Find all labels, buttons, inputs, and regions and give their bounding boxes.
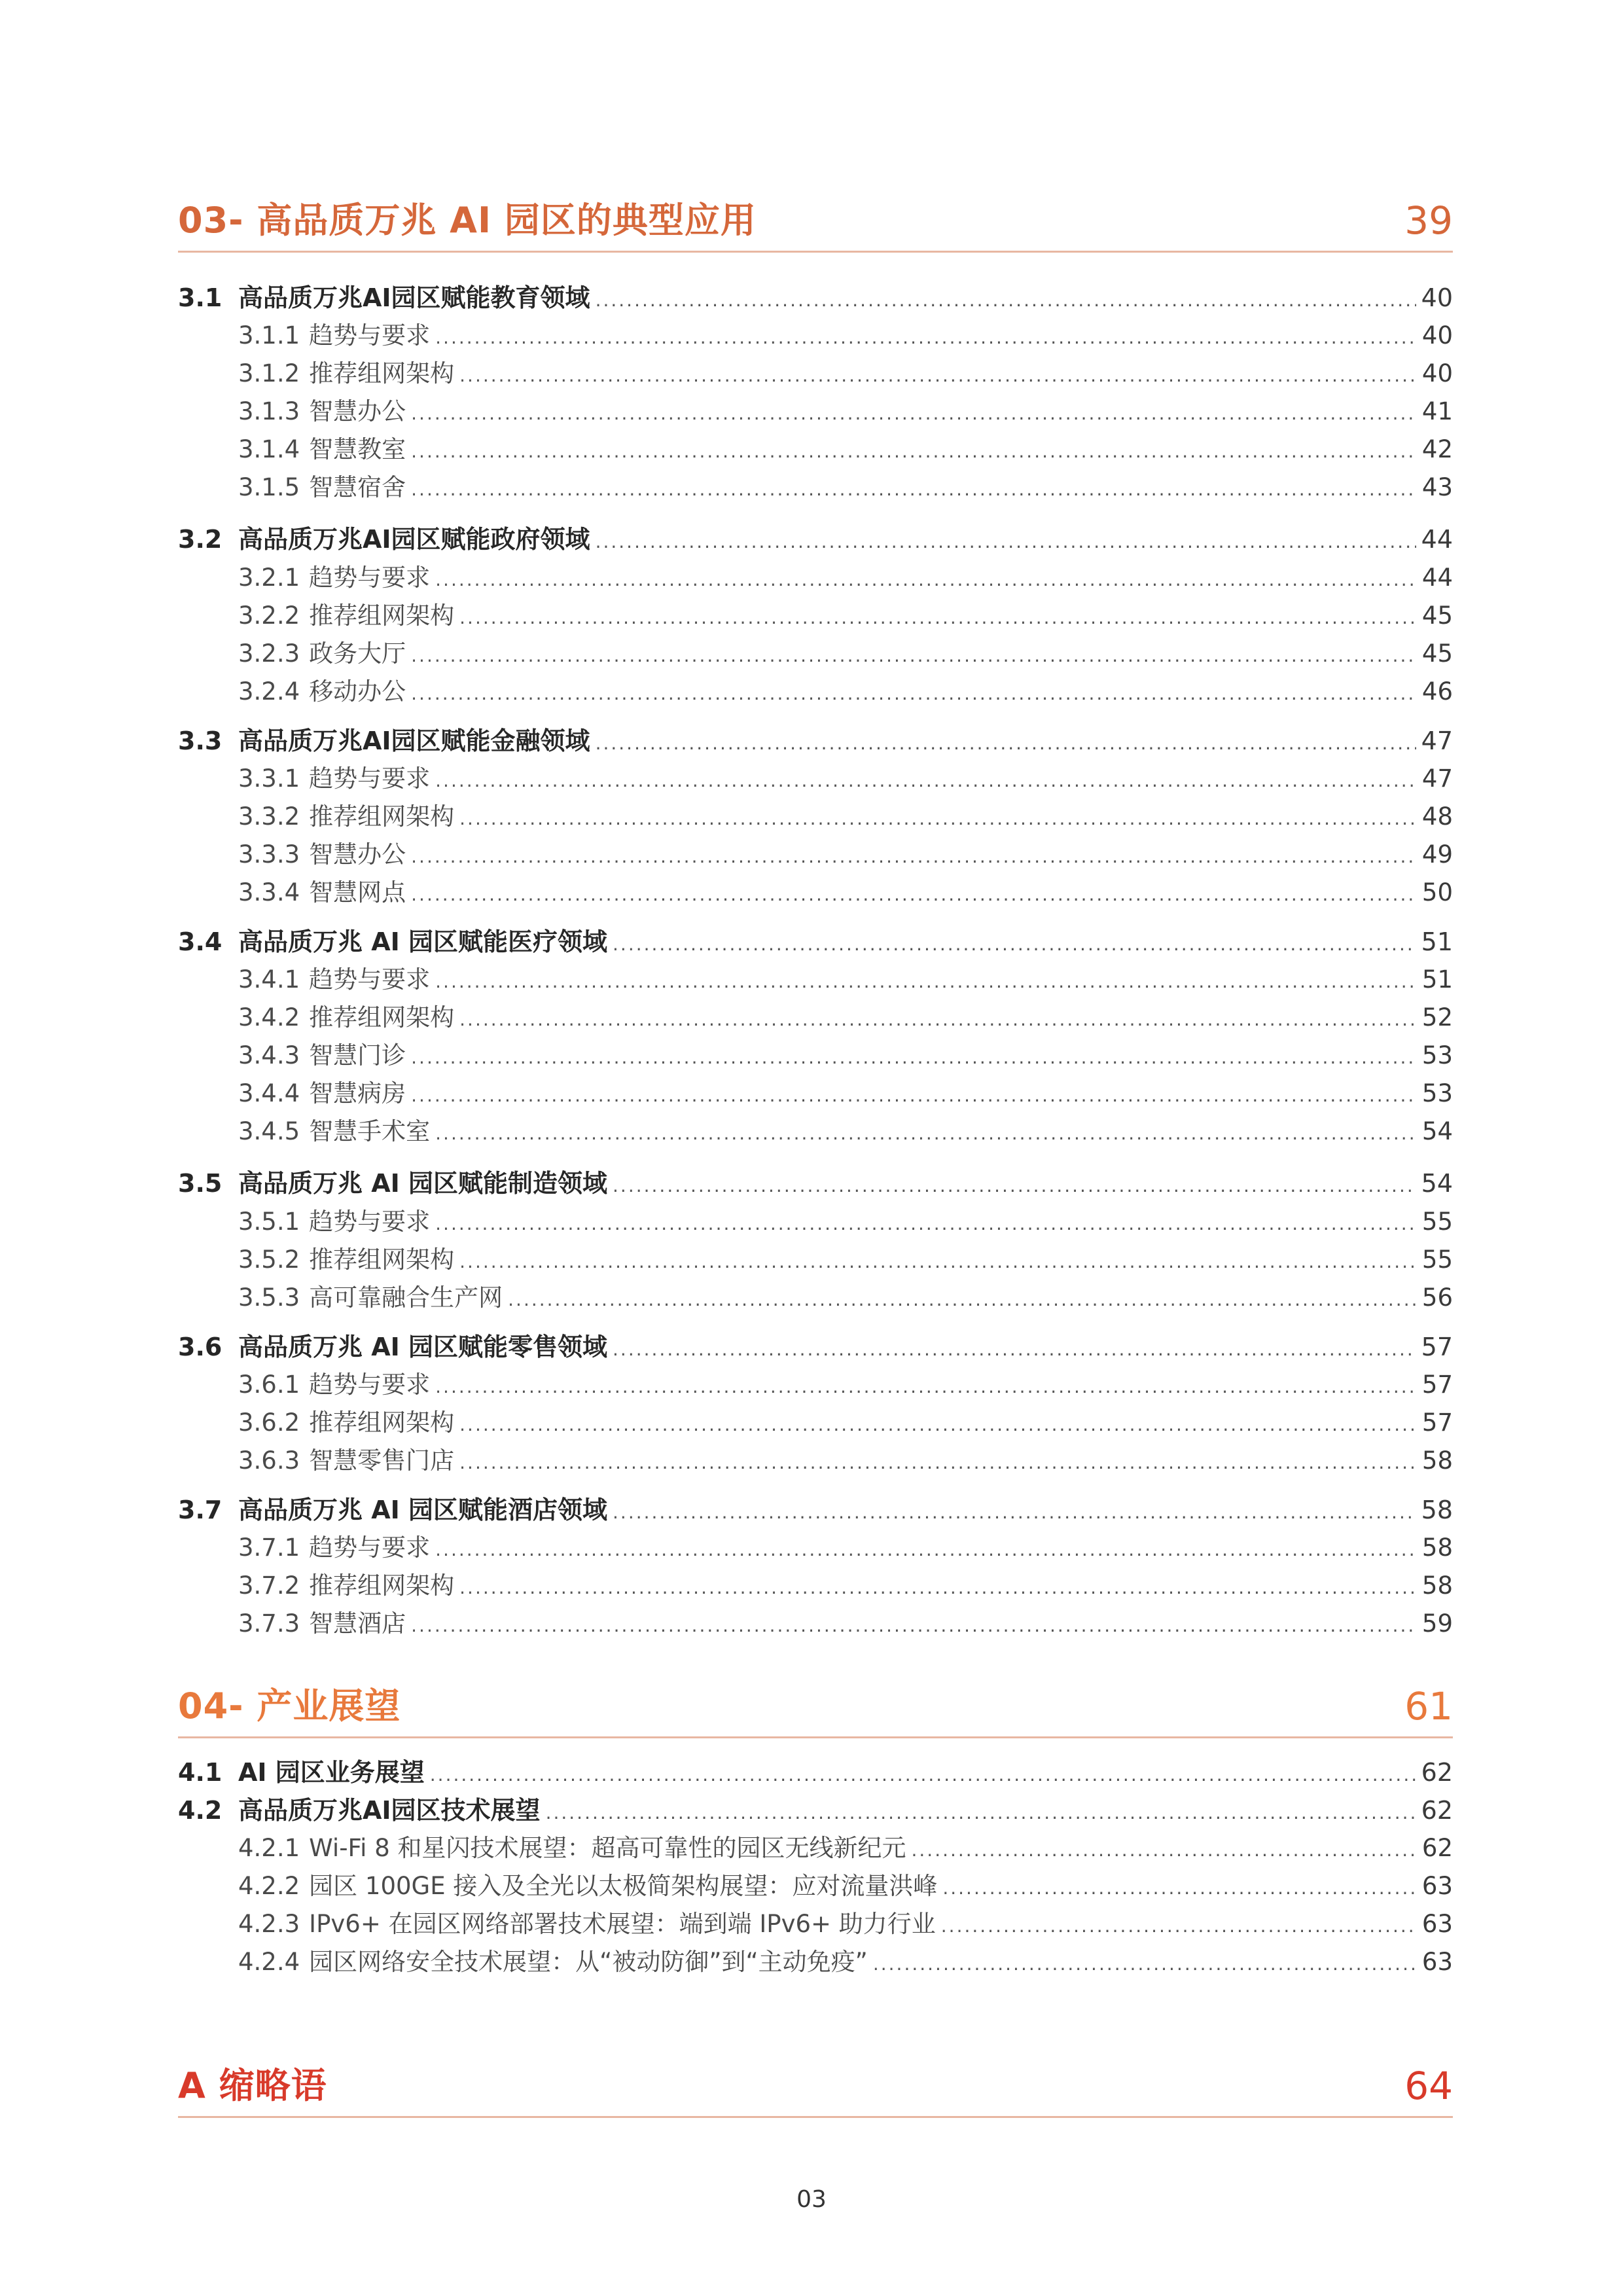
- toc-label: AI 园区业务展望: [238, 1758, 425, 1787]
- toc-number: 3.1.2: [238, 359, 300, 387]
- toc-label: IPv6+ 在园区网络部署技术展望：端到端 IPv6+ 助力行业: [309, 1910, 936, 1938]
- toc-subsection[interactable]: [238, 1906, 1453, 1943]
- chapter-heading-appendix[interactable]: [178, 2055, 1453, 2118]
- toc-label: Wi-Fi 8 和星闪技术展望：超高可靠性的园区无线新纪元: [309, 1834, 906, 1862]
- toc-subsection[interactable]: [238, 355, 1453, 392]
- toc-label: 推荐组网架构: [309, 601, 455, 630]
- toc-page-number: 45: [1421, 601, 1453, 630]
- toc-subsection[interactable]: [238, 798, 1453, 835]
- toc-number: 3.1.5: [238, 473, 300, 501]
- toc-number: 3.6.1: [238, 1371, 300, 1399]
- leader-dots: [435, 1532, 1417, 1568]
- toc-page-number: 46: [1421, 677, 1453, 706]
- toc-subsection[interactable]: [238, 1530, 1453, 1566]
- toc-label: 趋势与要求: [309, 564, 431, 592]
- toc-label: 趋势与要求: [309, 965, 431, 994]
- toc-label: 推荐组网架构: [309, 802, 455, 831]
- toc-number: 3.1.4: [238, 435, 300, 463]
- leader-dots: [435, 1115, 1417, 1152]
- leader-dots: [941, 1908, 1417, 1945]
- toc-label: 智慧办公: [309, 840, 406, 869]
- chapter-title: A 缩略语: [178, 2065, 327, 2106]
- toc-page-number: 56: [1421, 1283, 1453, 1312]
- toc-page-number: 50: [1421, 878, 1453, 906]
- toc-label: 智慧病房: [309, 1079, 406, 1107]
- toc-number: 3.7.1: [238, 1534, 300, 1562]
- toc-page-number: 62: [1421, 1796, 1453, 1825]
- toc-page-number: 40: [1421, 283, 1453, 312]
- toc-label: 园区网络安全技术展望：从“被动防御”到“主动免疫”: [309, 1948, 868, 1976]
- toc-subsection[interactable]: [238, 836, 1453, 873]
- toc-label: 推荐组网架构: [309, 1003, 455, 1031]
- leader-dots: [411, 1039, 1417, 1076]
- toc-number: 3.4.3: [238, 1041, 300, 1069]
- toc-subsection[interactable]: [238, 761, 1453, 797]
- toc-subsection[interactable]: [238, 393, 1453, 430]
- toc-subsection[interactable]: [238, 636, 1453, 672]
- toc-page-number: 57: [1421, 1408, 1453, 1437]
- toc-number: 3.7: [178, 1496, 223, 1524]
- toc-subsection[interactable]: [238, 1830, 1453, 1867]
- leader-dots: [459, 1570, 1417, 1606]
- toc-number: 3.4: [178, 927, 223, 956]
- toc-number: 3.1: [178, 283, 223, 312]
- toc-label: 政务大厅: [309, 639, 406, 668]
- leader-dots: [459, 1001, 1417, 1038]
- toc-subsection[interactable]: [238, 598, 1453, 634]
- chapter-heading-04[interactable]: [178, 1676, 1453, 1738]
- toc-label: 高品质万兆AI园区赋能金融领域: [238, 726, 590, 755]
- toc-page-number: 54: [1421, 1169, 1453, 1198]
- leader-dots: [435, 963, 1417, 1000]
- leader-dots: [596, 524, 1416, 560]
- toc-page-number: 45: [1421, 639, 1453, 668]
- toc-number: 3.3.2: [238, 802, 300, 831]
- toc-section[interactable]: [178, 723, 1453, 759]
- toc-subsection[interactable]: [238, 673, 1453, 710]
- chapter-page-number: 64: [1404, 2064, 1453, 2108]
- leader-dots: [411, 637, 1417, 674]
- toc-label: 移动办公: [309, 677, 406, 706]
- leader-dots: [613, 926, 1416, 963]
- toc-number: 4.1: [178, 1758, 223, 1787]
- toc-page-number: 53: [1421, 1041, 1453, 1069]
- toc-subsection[interactable]: [238, 1075, 1453, 1112]
- toc-number: 3.4.4: [238, 1079, 300, 1107]
- toc-number: 3.3.4: [238, 878, 300, 906]
- toc-number: 3.2.3: [238, 639, 300, 668]
- toc-page-number: 62: [1421, 1758, 1453, 1787]
- toc-number: 3.4.5: [238, 1117, 300, 1145]
- toc-section[interactable]: [178, 1492, 1453, 1528]
- toc-label: 智慧教室: [309, 435, 406, 463]
- toc-number: 3.3: [178, 726, 223, 755]
- leader-dots: [435, 762, 1417, 799]
- leader-dots: [411, 876, 1417, 913]
- toc-subsection[interactable]: [238, 1367, 1453, 1403]
- toc-label: 趋势与要求: [309, 1534, 431, 1562]
- toc-subsection[interactable]: [238, 1113, 1453, 1150]
- toc-number: 4.2.4: [238, 1948, 300, 1976]
- toc-page-number: 63: [1421, 1948, 1453, 1976]
- toc-subsection[interactable]: [238, 999, 1453, 1036]
- toc-page-number: 47: [1421, 764, 1453, 793]
- toc-number: 3.6.2: [238, 1408, 300, 1437]
- toc-label: 高品质万兆AI园区技术展望: [238, 1796, 541, 1825]
- toc-label: 推荐组网架构: [309, 1246, 455, 1274]
- toc-number: 3.3.3: [238, 840, 300, 869]
- toc-page-number: 55: [1421, 1208, 1453, 1236]
- chapter-page-number: 39: [1404, 198, 1453, 243]
- chapter-heading-03[interactable]: [178, 190, 1453, 253]
- toc-page-number: 41: [1421, 397, 1453, 425]
- toc-page-number: 54: [1421, 1117, 1453, 1145]
- toc-subsection[interactable]: [238, 1568, 1453, 1604]
- toc-label: 园区 100GE 接入及全光以太极简架构展望：应对流量洪峰: [309, 1872, 938, 1900]
- toc-label: 高品质万兆 AI 园区赋能医疗领域: [238, 927, 608, 956]
- toc-number: 3.5: [178, 1169, 223, 1198]
- toc-number: 3.2.2: [238, 601, 300, 630]
- leader-dots: [435, 1206, 1417, 1242]
- toc-page-number: 63: [1421, 1910, 1453, 1938]
- leader-dots: [596, 725, 1416, 762]
- toc-number: 4.2: [178, 1796, 223, 1825]
- toc-section[interactable]: [178, 1792, 1453, 1829]
- toc-page-number: 40: [1421, 359, 1453, 387]
- leader-dots: [411, 471, 1417, 508]
- toc-label: 趋势与要求: [309, 764, 431, 793]
- toc-page-number: 63: [1421, 1872, 1453, 1900]
- toc-label: 智慧网点: [309, 878, 406, 906]
- toc-label: 智慧零售门店: [309, 1446, 455, 1475]
- toc-subsection[interactable]: [238, 961, 1453, 998]
- toc-subsection[interactable]: [238, 1405, 1453, 1441]
- toc-section[interactable]: [178, 1754, 1453, 1791]
- leader-dots: [613, 1168, 1416, 1204]
- toc-page-number: 40: [1421, 321, 1453, 350]
- leader-dots: [411, 838, 1417, 875]
- toc-page-number: 59: [1421, 1609, 1453, 1638]
- toc-label: 趋势与要求: [309, 321, 431, 350]
- toc-subsection[interactable]: [238, 431, 1453, 468]
- leader-dots: [459, 800, 1417, 837]
- toc-subsection[interactable]: [238, 1204, 1453, 1240]
- toc-page-number: 43: [1421, 473, 1453, 501]
- toc-page-number: 51: [1421, 965, 1453, 994]
- leader-dots: [411, 1077, 1417, 1114]
- leader-dots: [613, 1494, 1416, 1531]
- leader-dots: [873, 1946, 1417, 1982]
- leader-dots: [459, 357, 1417, 394]
- toc-page-number: 44: [1421, 525, 1453, 554]
- toc-number: 4.2.2: [238, 1872, 300, 1900]
- toc-label: 趋势与要求: [309, 1371, 431, 1399]
- toc-number: 3.1.1: [238, 321, 300, 350]
- toc-page-number: 58: [1421, 1571, 1453, 1600]
- leader-dots: [435, 562, 1417, 598]
- leader-dots: [459, 1444, 1417, 1481]
- toc-subsection[interactable]: [238, 1868, 1453, 1905]
- leader-dots: [459, 600, 1417, 636]
- toc-subsection[interactable]: [238, 1242, 1453, 1278]
- leader-dots: [508, 1282, 1417, 1318]
- leader-dots: [459, 1407, 1417, 1443]
- toc-number: 3.5.1: [238, 1208, 300, 1236]
- chapter-title: 04- 产业展望: [178, 1685, 401, 1727]
- toc-number: 3.4.2: [238, 1003, 300, 1031]
- toc-section[interactable]: [178, 924, 1453, 960]
- toc-subsection[interactable]: [238, 560, 1453, 596]
- toc-label: 趋势与要求: [309, 1208, 431, 1236]
- toc-page-number: 47: [1421, 726, 1453, 755]
- leader-dots: [546, 1795, 1416, 1831]
- footer-page-number: 03: [796, 2186, 827, 2213]
- toc-label: 智慧酒店: [309, 1609, 406, 1638]
- toc-number: 3.5.3: [238, 1283, 300, 1312]
- chapter-page-number: 61: [1404, 1684, 1453, 1729]
- toc-label: 推荐组网架构: [309, 1408, 455, 1437]
- leader-dots: [411, 675, 1417, 712]
- toc-number: 3.4.1: [238, 965, 300, 994]
- toc-page-number: 58: [1421, 1534, 1453, 1562]
- leader-dots: [435, 1369, 1417, 1405]
- toc-page-number: 49: [1421, 840, 1453, 869]
- leader-dots: [430, 1757, 1416, 1793]
- toc-label: 推荐组网架构: [309, 1571, 455, 1600]
- toc-number: 3.1.3: [238, 397, 300, 425]
- leader-dots: [411, 1607, 1417, 1644]
- toc-label: 高品质万兆 AI 园区赋能零售领域: [238, 1333, 608, 1361]
- leader-dots: [435, 319, 1417, 356]
- toc-label: 高品质万兆 AI 园区赋能制造领域: [238, 1169, 608, 1198]
- toc-page-number: 52: [1421, 1003, 1453, 1031]
- toc-page-number: 55: [1421, 1246, 1453, 1274]
- toc-number: 4.2.3: [238, 1910, 300, 1938]
- toc-number: 3.6.3: [238, 1446, 300, 1475]
- toc-subsection[interactable]: [238, 1443, 1453, 1479]
- toc-subsection[interactable]: [238, 874, 1453, 911]
- toc-number: 3.7.3: [238, 1609, 300, 1638]
- leader-dots: [411, 395, 1417, 432]
- leader-dots: [613, 1331, 1416, 1368]
- toc-number: 3.2: [178, 525, 223, 554]
- toc-page-number: 58: [1421, 1496, 1453, 1524]
- toc-label: 高品质万兆AI园区赋能教育领域: [238, 283, 590, 312]
- toc-page-number: 51: [1421, 927, 1453, 956]
- toc-label: 智慧门诊: [309, 1041, 406, 1069]
- leader-dots: [411, 433, 1417, 470]
- toc-page-number: 44: [1421, 564, 1453, 592]
- toc-label: 高可靠融合生产网: [309, 1283, 503, 1312]
- toc-page-number: 57: [1421, 1333, 1453, 1361]
- toc-label: 智慧手术室: [309, 1117, 431, 1145]
- toc-section[interactable]: [178, 521, 1453, 558]
- toc-subsection[interactable]: [238, 1605, 1453, 1642]
- toc-label: 高品质万兆AI园区赋能政府领域: [238, 525, 590, 554]
- toc-number: 3.5.2: [238, 1246, 300, 1274]
- leader-dots: [459, 1244, 1417, 1280]
- toc-number: 3.3.1: [238, 764, 300, 793]
- leader-dots: [596, 282, 1416, 319]
- toc-section[interactable]: [178, 1329, 1453, 1365]
- toc-page-number: 62: [1421, 1834, 1453, 1862]
- toc-label: 高品质万兆 AI 园区赋能酒店领域: [238, 1496, 608, 1524]
- toc-section[interactable]: [178, 1165, 1453, 1202]
- toc-page-number: 42: [1421, 435, 1453, 463]
- leader-dots: [942, 1870, 1417, 1907]
- toc-subsection[interactable]: [238, 317, 1453, 354]
- toc-section[interactable]: [178, 279, 1453, 316]
- toc-label: 智慧办公: [309, 397, 406, 425]
- toc-number: 3.2.1: [238, 564, 300, 592]
- toc-number: 3.2.4: [238, 677, 300, 706]
- toc-label: 推荐组网架构: [309, 359, 455, 387]
- chapter-title: 03- 高品质万兆 AI 园区的典型应用: [178, 200, 757, 241]
- toc-number: 4.2.1: [238, 1834, 300, 1862]
- toc-page-number: 53: [1421, 1079, 1453, 1107]
- toc-page-number: 48: [1421, 802, 1453, 831]
- toc-page-number: 57: [1421, 1371, 1453, 1399]
- toc-number: 3.7.2: [238, 1571, 300, 1600]
- toc-page-number: 58: [1421, 1446, 1453, 1475]
- toc-label: 智慧宿舍: [309, 473, 406, 501]
- toc-subsection[interactable]: [238, 1944, 1453, 1981]
- toc-subsection[interactable]: [238, 469, 1453, 506]
- toc-subsection[interactable]: [238, 1280, 1453, 1316]
- toc-subsection[interactable]: [238, 1037, 1453, 1074]
- toc-number: 3.6: [178, 1333, 223, 1361]
- leader-dots: [912, 1832, 1417, 1869]
